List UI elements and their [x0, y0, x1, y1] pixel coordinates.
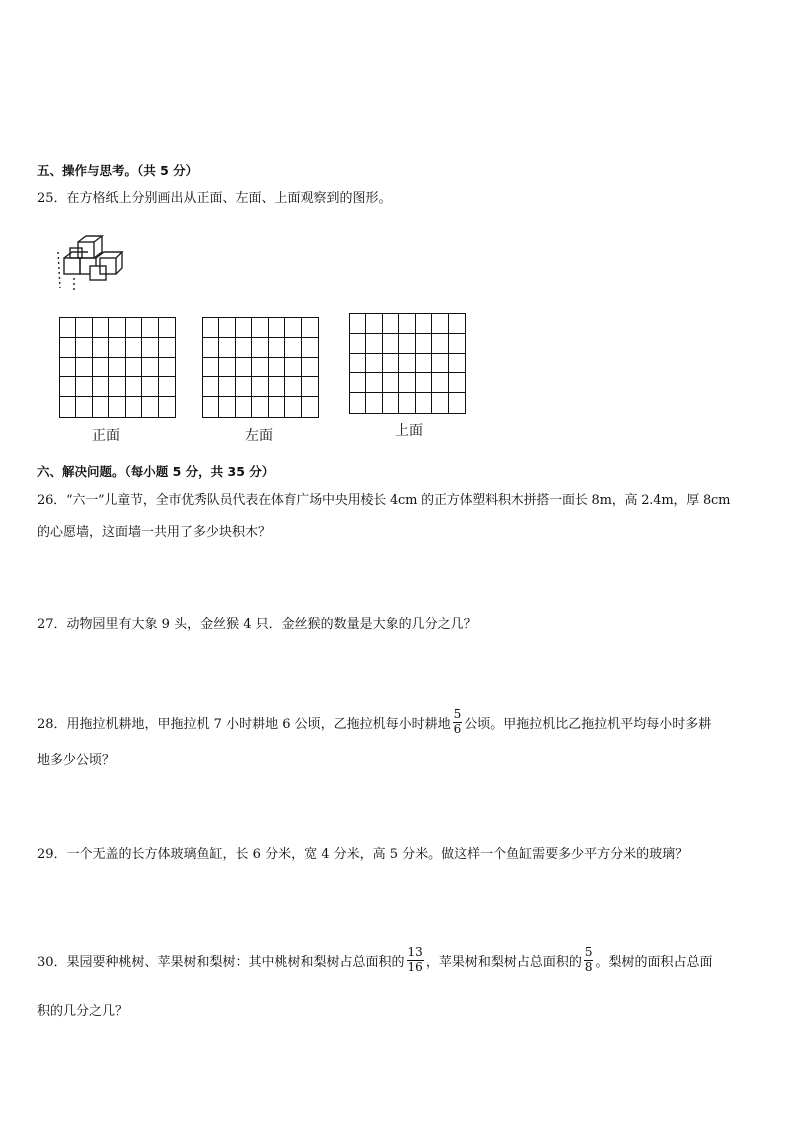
grid-cell[interactable]	[383, 314, 399, 334]
grid-cell[interactable]	[236, 338, 252, 358]
grid-cell[interactable]	[269, 358, 285, 378]
grid-cell[interactable]	[252, 397, 268, 417]
grid-cell[interactable]	[366, 334, 382, 354]
grid-cell[interactable]	[76, 377, 92, 397]
grid-cell[interactable]	[60, 377, 76, 397]
grid-cell[interactable]	[142, 397, 158, 417]
grid-cell[interactable]	[203, 397, 219, 417]
grid-top[interactable]	[349, 313, 466, 414]
grid-cell[interactable]	[432, 334, 448, 354]
question-29: 29．一个无盖的长方体玻璃鱼缸，长 6 分米，宽 4 分米，高 5 分米。做这样一个鱼缸需要多少平方分米的玻璃？	[37, 847, 689, 862]
grid-cell[interactable]	[366, 393, 382, 413]
grid-cell[interactable]	[383, 373, 399, 393]
grid-cell[interactable]	[302, 338, 318, 358]
grid-cell[interactable]	[449, 393, 465, 413]
q30-text-1: 30．果园要种桃树、苹果树和梨树：其中桃树和梨树占总面积的	[37, 954, 405, 970]
grid-cell[interactable]	[252, 318, 268, 338]
grid-cell[interactable]	[432, 314, 448, 334]
q30-fraction-2	[584, 946, 594, 973]
q28-fraction	[453, 708, 463, 735]
grid-cell[interactable]	[126, 397, 142, 417]
grid-cell[interactable]	[399, 393, 415, 413]
grid-cell[interactable]	[203, 318, 219, 338]
grid-left[interactable]	[202, 317, 319, 418]
grid-cell[interactable]	[366, 354, 382, 374]
label-front: 正面	[92, 428, 120, 444]
grid-cell[interactable]	[399, 354, 415, 374]
grid-cell[interactable]	[350, 314, 366, 334]
q28-frac-den: 6	[453, 721, 462, 736]
grid-cell[interactable]	[142, 318, 158, 338]
question-28-line1	[37, 704, 711, 740]
question-26-line2: 的心愿墙，这面墙一共用了多少块积木？	[37, 525, 272, 540]
grid-cell[interactable]	[432, 393, 448, 413]
grid-cell[interactable]	[159, 358, 175, 378]
grid-cell[interactable]	[236, 377, 252, 397]
grid-cell[interactable]	[93, 338, 109, 358]
grid-cell[interactable]	[350, 354, 366, 374]
grid-cell[interactable]	[76, 358, 92, 378]
grid-cell[interactable]	[449, 354, 465, 374]
grid-cell[interactable]	[159, 318, 175, 338]
grid-cell[interactable]	[285, 358, 301, 378]
grid-cell[interactable]	[109, 377, 125, 397]
grid-cell[interactable]	[126, 338, 142, 358]
question-26-line1: 26．“六一”儿童节，全市优秀队员代表在体育广场中央用棱长 4cm 的正方体塑料积木拼搭一面长 8m，高 2.4m，厚 8cm	[37, 493, 731, 508]
grid-cell[interactable]	[126, 318, 142, 338]
grid-cell[interactable]	[93, 397, 109, 417]
grid-cell[interactable]	[383, 354, 399, 374]
grid-cell[interactable]	[219, 318, 235, 338]
grid-cell[interactable]	[93, 358, 109, 378]
grid-cell[interactable]	[285, 318, 301, 338]
grid-cell[interactable]	[76, 338, 92, 358]
grid-cell[interactable]	[383, 334, 399, 354]
grid-cell[interactable]	[219, 338, 235, 358]
grid-cell[interactable]	[269, 338, 285, 358]
question-28-line2: 地多少公顷？	[37, 753, 116, 768]
grid-cell[interactable]	[252, 358, 268, 378]
q28-text-2: 公顷。甲拖拉机比乙拖拉机平均每小时多耕	[464, 716, 712, 732]
grid-cell[interactable]	[350, 334, 366, 354]
grid-cell[interactable]	[109, 338, 125, 358]
grid-cell[interactable]	[203, 338, 219, 358]
grid-cell[interactable]	[93, 318, 109, 338]
grid-cell[interactable]	[219, 377, 235, 397]
grid-cell[interactable]	[366, 314, 382, 334]
grid-cell[interactable]	[449, 334, 465, 354]
grid-cell[interactable]	[416, 314, 432, 334]
grid-cell[interactable]	[285, 377, 301, 397]
grid-cell[interactable]	[285, 397, 301, 417]
label-top: 上面	[395, 423, 423, 439]
grid-cell[interactable]	[302, 358, 318, 378]
grid-cell[interactable]	[219, 358, 235, 378]
question-30-line2: 积的几分之几？	[37, 1004, 129, 1019]
grid-cell[interactable]	[285, 338, 301, 358]
question-27: 27．动物园里有大象 9 头，金丝猴 4 只．金丝猴的数量是大象的几分之几？	[37, 617, 477, 632]
grid-cell[interactable]	[203, 377, 219, 397]
grid-cell[interactable]	[432, 354, 448, 374]
grid-cell[interactable]	[159, 377, 175, 397]
grid-cell[interactable]	[269, 318, 285, 338]
grid-front[interactable]	[59, 317, 176, 418]
grid-cell[interactable]	[236, 358, 252, 378]
grid-cell[interactable]	[302, 318, 318, 338]
grid-cell[interactable]	[269, 377, 285, 397]
q30-frac1-den: 16	[407, 959, 423, 974]
grid-cell[interactable]	[60, 338, 76, 358]
grid-cell[interactable]	[76, 397, 92, 417]
grid-cell[interactable]	[399, 334, 415, 354]
grid-cell[interactable]	[159, 397, 175, 417]
grid-cell[interactable]	[60, 318, 76, 338]
grid-cell[interactable]	[350, 393, 366, 413]
grid-cell[interactable]	[109, 358, 125, 378]
grid-cell[interactable]	[269, 397, 285, 417]
grid-cell[interactable]	[109, 397, 125, 417]
grid-cell[interactable]	[252, 338, 268, 358]
q30-frac2-den: 8	[584, 959, 593, 974]
grid-cell[interactable]	[399, 373, 415, 393]
q30-frac1-num: 13	[407, 945, 423, 960]
grid-cell[interactable]	[109, 318, 125, 338]
label-left: 左面	[245, 428, 273, 444]
grid-cell[interactable]	[159, 338, 175, 358]
grid-cell[interactable]	[126, 358, 142, 378]
grid-cell[interactable]	[399, 314, 415, 334]
q30-text-3: 。梨树的面积占总面	[595, 954, 713, 970]
grid-cell[interactable]	[219, 397, 235, 417]
grid-cell[interactable]	[416, 373, 432, 393]
grid-cell[interactable]	[203, 358, 219, 378]
section5-heading: 五、操作与思考。（共 5 分）	[37, 163, 199, 178]
grid-cell[interactable]	[252, 377, 268, 397]
grid-cell[interactable]	[302, 377, 318, 397]
q28-text-1: 28．用拖拉机耕地，甲拖拉机 7 小时耕地 6 公顷，乙拖拉机每小时耕地	[37, 716, 451, 732]
grid-cell[interactable]	[416, 334, 432, 354]
grid-cell[interactable]	[302, 397, 318, 417]
question-30-line1	[37, 941, 713, 979]
grid-cell[interactable]	[236, 318, 252, 338]
grid-cell[interactable]	[60, 358, 76, 378]
grid-cell[interactable]	[366, 373, 382, 393]
grid-cell[interactable]	[236, 397, 252, 417]
q30-fraction-1	[407, 946, 424, 973]
grid-cell[interactable]	[449, 373, 465, 393]
grid-cell[interactable]	[142, 338, 158, 358]
grid-cell[interactable]	[76, 318, 92, 338]
q30-frac2-num: 5	[584, 945, 593, 960]
grid-cell[interactable]	[142, 377, 158, 397]
grid-cell[interactable]	[93, 377, 109, 397]
cube-figure	[52, 232, 132, 294]
grid-cell[interactable]	[383, 393, 399, 413]
grid-cell[interactable]	[350, 373, 366, 393]
q30-text-2: ，苹果树和梨树占总面积的	[425, 954, 582, 970]
q28-frac-num: 5	[453, 707, 462, 722]
question-25: 25．在方格纸上分别画出从正面、左面、上面观察到的图形。	[37, 191, 392, 206]
grid-cell[interactable]	[60, 397, 76, 417]
grid-cell[interactable]	[432, 373, 448, 393]
section6-heading: 六、解决问题。（每小题 5 分，共 35 分）	[37, 464, 275, 479]
grid-cell[interactable]	[126, 377, 142, 397]
grid-cell[interactable]	[416, 393, 432, 413]
grid-cell[interactable]	[449, 314, 465, 334]
grid-cell[interactable]	[416, 354, 432, 374]
grid-cell[interactable]	[142, 358, 158, 378]
